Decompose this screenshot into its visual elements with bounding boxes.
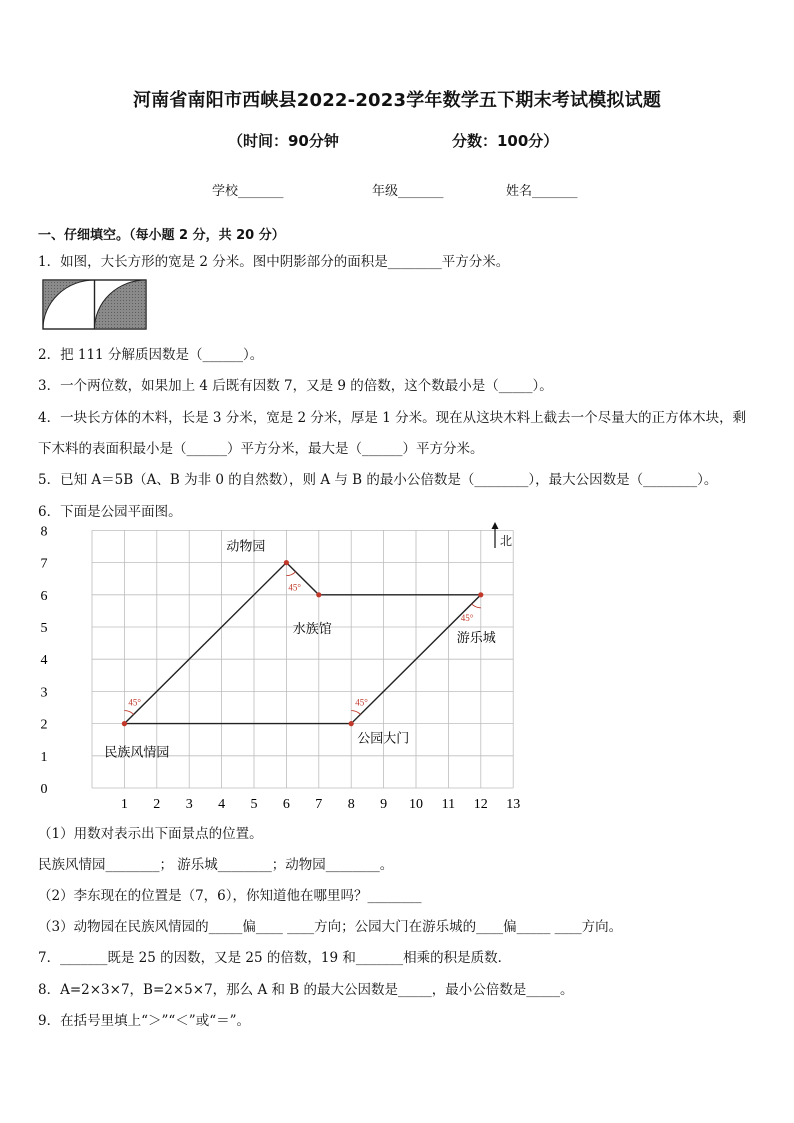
y-tick-label: 6 — [40, 588, 48, 604]
y-tick-label: 3 — [40, 685, 48, 701]
question-7: 7．_______既是 25 的因数，又是 25 的倍数，19 和_______相乘的积是质数． — [38, 950, 512, 966]
place-point — [478, 592, 483, 597]
q1-figure — [42, 279, 148, 331]
question-4-line-1: 4．一块长方体的木料，长是 3 分米，宽是 2 分米，厚是 1 分米。现在从这块木料上截去一个尽量大的正方体木块，剩 — [38, 410, 747, 426]
place-label: 民族风情园 — [104, 745, 170, 761]
angle-label: 45° — [128, 697, 142, 708]
place-label: 水族馆 — [292, 621, 332, 637]
y-tick-label: 1 — [40, 749, 48, 765]
y-tick-label: 2 — [40, 717, 48, 733]
x-tick-label: 1 — [120, 797, 128, 812]
north-label: 北 — [500, 534, 513, 548]
x-tick-label: 5 — [250, 797, 258, 812]
place-label: 公园大门 — [357, 731, 410, 747]
grade-field: 年级_______ — [372, 184, 444, 199]
x-tick-label: 8 — [347, 797, 355, 812]
school-field: 学校_______ — [212, 184, 284, 199]
x-tick-label: 4 — [218, 797, 226, 812]
place-label: 游乐城 — [456, 630, 496, 646]
north-arrow-icon — [490, 522, 500, 548]
place-point — [349, 721, 354, 726]
angle-arc — [472, 604, 481, 608]
question-5: 5．已知 A＝5B（A、B 为非 0 的自然数），则 A 与 B 的最小公倍数是（________），最大公因数是（________）。 — [38, 472, 718, 488]
question-3: 3．一个两位数，如果加上 4 后既有因数 7，又是 9 的倍数，这个数最小是（_____）。 — [38, 378, 553, 394]
y-tick-label: 7 — [40, 556, 48, 572]
x-tick-label: 10 — [409, 797, 423, 812]
x-tick-label: 3 — [185, 797, 193, 812]
y-tick-label: 5 — [40, 621, 48, 636]
place-point — [284, 560, 289, 565]
question-8: 8．A=2×3×7，B=2×5×7，那么 A 和 B 的最大公因数是_____，最小公倍数是_____。 — [38, 982, 574, 998]
angle-arc — [124, 711, 133, 715]
angle-arc — [286, 572, 295, 576]
x-tick-label: 6 — [282, 797, 290, 812]
x-tick-label: 12 — [473, 797, 488, 812]
question-4-line-2: 下木料的表面积最小是（______）平方分米，最大是（______）平方分米。 — [38, 441, 484, 457]
exam-time: （时间：90分钟 — [228, 132, 339, 150]
x-tick-label: 11 — [441, 797, 456, 812]
park-map — [30, 520, 521, 816]
question-6-1-answers: 民族风情园________； 游乐城________；动物园________。 — [38, 857, 394, 873]
park-outline — [124, 563, 480, 724]
x-tick-label: 7 — [315, 797, 323, 812]
angle-arc — [351, 711, 360, 715]
angle-label: 45° — [460, 612, 474, 623]
exam-score: 分数：100分） — [452, 132, 559, 150]
section-heading: 一、仔细填空。（每小题 2 分，共 20 分） — [38, 228, 285, 243]
angle-label: 45° — [355, 697, 368, 708]
place-point — [122, 721, 127, 726]
y-tick-label: 4 — [40, 653, 48, 669]
question-6-3: （3）动物园在民族风情园的_____偏____ ____方向；公园大门在游乐城的____偏_____ ____方向。 — [38, 919, 623, 935]
x-tick-label: 13 — [506, 797, 521, 812]
place-label: 动物园 — [226, 539, 266, 555]
question-6-2: （2）李东现在的位置是（7，6），你知道他在哪里吗？________ — [38, 888, 422, 904]
x-tick-label: 9 — [380, 797, 388, 812]
y-tick-label: 0 — [40, 782, 48, 797]
page-title: 河南省南阳市西峡县2022-2023学年数学五下期末考试模拟试题 — [132, 90, 662, 111]
question-6: 6．下面是公园平面图。 — [38, 504, 182, 520]
x-tick-label: 2 — [153, 797, 161, 812]
question-9: 9．在括号里填上“＞”“＜”或“＝”。 — [38, 1013, 250, 1029]
name-field: 姓名_______ — [506, 184, 578, 199]
question-1: 1．如图，大长方形的宽是 2 分米。图中阴影部分的面积是________平方分米。 — [38, 254, 510, 270]
question-6-1: （1）用数对表示出下面景点的位置。 — [38, 826, 263, 842]
angle-label: 45° — [288, 582, 302, 593]
place-point — [316, 592, 321, 597]
question-2: 2．把 111 分解质因数是（______）。 — [38, 347, 264, 363]
y-tick-label: 8 — [40, 524, 48, 540]
